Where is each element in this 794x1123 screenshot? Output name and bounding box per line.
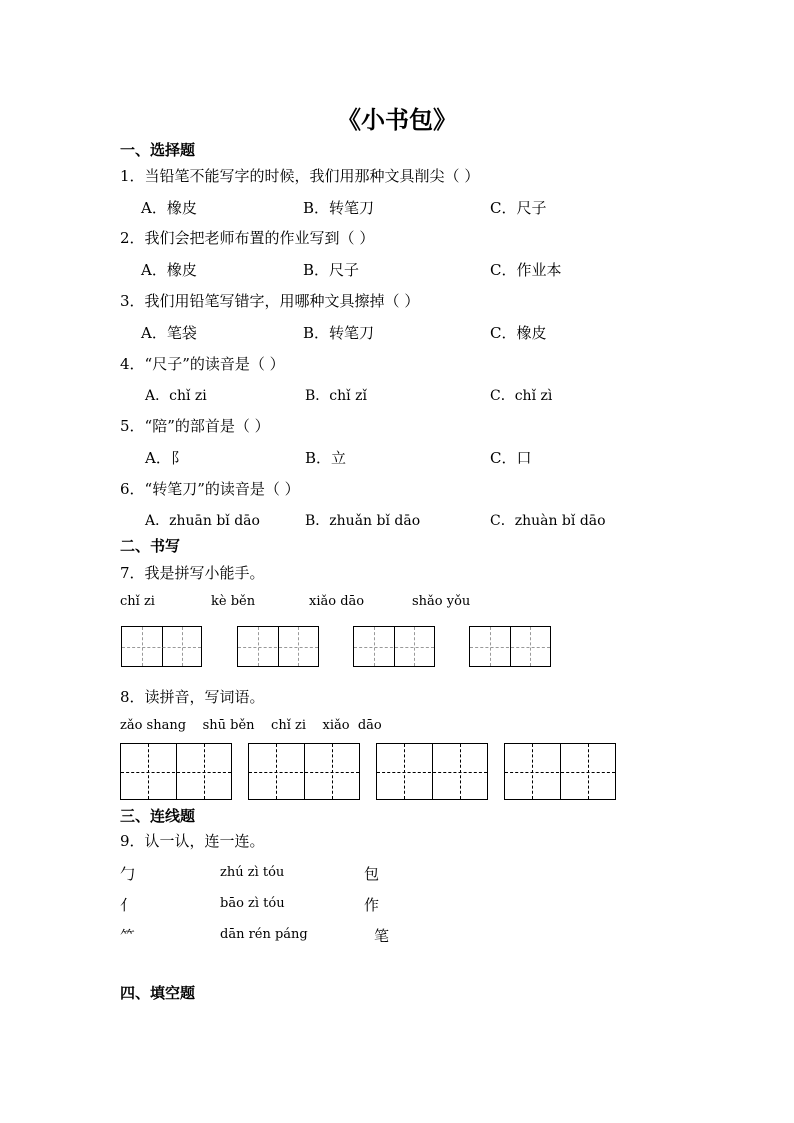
match-left-item: 勹 (120, 865, 136, 883)
question-6-stem: 6．“转笔刀”的读音是（ ） (120, 480, 300, 498)
match-middle-item: bāo zì tóu (220, 896, 285, 911)
question-7-pinyin-4: shǎo yǒu (412, 594, 471, 609)
question-2-stem: 2．我们会把老师布置的作业写到（ ） (120, 229, 375, 247)
question-1-stem: 1．当铅笔不能写字的时候，我们用那种文具削尖（ ） (120, 167, 480, 185)
match-left-item: 亻 (120, 896, 136, 914)
question-8-writing-grid-4[interactable] (504, 743, 616, 800)
section-heading-writing: 二、书写 (120, 537, 181, 555)
question-1-option-a: A．橡皮 (141, 199, 197, 217)
question-2-option-b: B．尺子 (303, 261, 360, 279)
question-5-option-a: A．阝 (145, 449, 186, 467)
match-middle-item: zhú zì tóu (220, 865, 285, 880)
question-1-option-b: B．转笔刀 (303, 199, 375, 217)
question-2-option-a: A．橡皮 (141, 261, 197, 279)
question-8-writing-grid-1[interactable] (120, 743, 232, 800)
question-5-option-c: C．口 (490, 449, 532, 467)
question-7-writing-grid-1[interactable] (121, 626, 202, 667)
match-right-item: 笔 (374, 927, 390, 945)
question-3-stem: 3．我们用铅笔写错字，用哪种文具擦掉（ ） (120, 292, 420, 310)
question-3-option-c: C．橡皮 (490, 324, 547, 342)
question-7-writing-grid-4[interactable] (469, 626, 551, 667)
section-heading-fill-blank: 四、填空题 (120, 984, 196, 1002)
question-7-pinyin-3: xiǎo dāo (309, 594, 365, 609)
question-5-stem: 5．“陪”的部首是（ ） (120, 417, 270, 435)
match-right-item: 作 (364, 896, 380, 914)
question-7-stem: 7．我是拼写小能手。 (120, 564, 265, 582)
match-left-item: ⺮ (120, 927, 136, 945)
question-3-option-a: A．笔袋 (141, 324, 197, 342)
question-4-stem: 4．“尺子”的读音是（ ） (120, 355, 285, 373)
question-1-option-c: C．尺子 (490, 199, 547, 217)
question-8-writing-grid-2[interactable] (248, 743, 360, 800)
question-7-writing-grid-2[interactable] (237, 626, 319, 667)
question-7-pinyin-1: chǐ zi (120, 594, 155, 609)
question-4-option-b: B．chǐ zǐ (305, 388, 367, 404)
page-title: 《小书包》 (337, 105, 457, 134)
question-4-option-a: A．chǐ zi (145, 388, 207, 404)
match-middle-item: dān rén páng (220, 927, 308, 942)
match-right-item: 包 (364, 865, 380, 883)
question-8-writing-grid-3[interactable] (376, 743, 488, 800)
section-heading-matching: 三、连线题 (120, 807, 196, 825)
question-3-option-b: B．转笔刀 (303, 324, 375, 342)
question-9-stem: 9．认一认，连一连。 (120, 832, 265, 850)
question-6-option-a: A．zhuān bǐ dāo (145, 513, 260, 529)
section-heading-choice: 一、选择题 (120, 141, 196, 159)
question-5-option-b: B．立 (305, 449, 347, 467)
question-4-option-c: C．chǐ zì (490, 388, 553, 404)
question-7-pinyin-2: kè běn (211, 594, 256, 609)
question-8-pinyin: zǎo shang shū běn chǐ zi xiǎo dāo (120, 718, 382, 733)
question-7-writing-grid-3[interactable] (353, 626, 435, 667)
question-6-option-c: C．zhuàn bǐ dāo (490, 513, 606, 529)
question-8-stem: 8．读拼音，写词语。 (120, 688, 265, 706)
question-6-option-b: B．zhuǎn bǐ dāo (305, 513, 421, 529)
question-2-option-c: C．作业本 (490, 261, 562, 279)
